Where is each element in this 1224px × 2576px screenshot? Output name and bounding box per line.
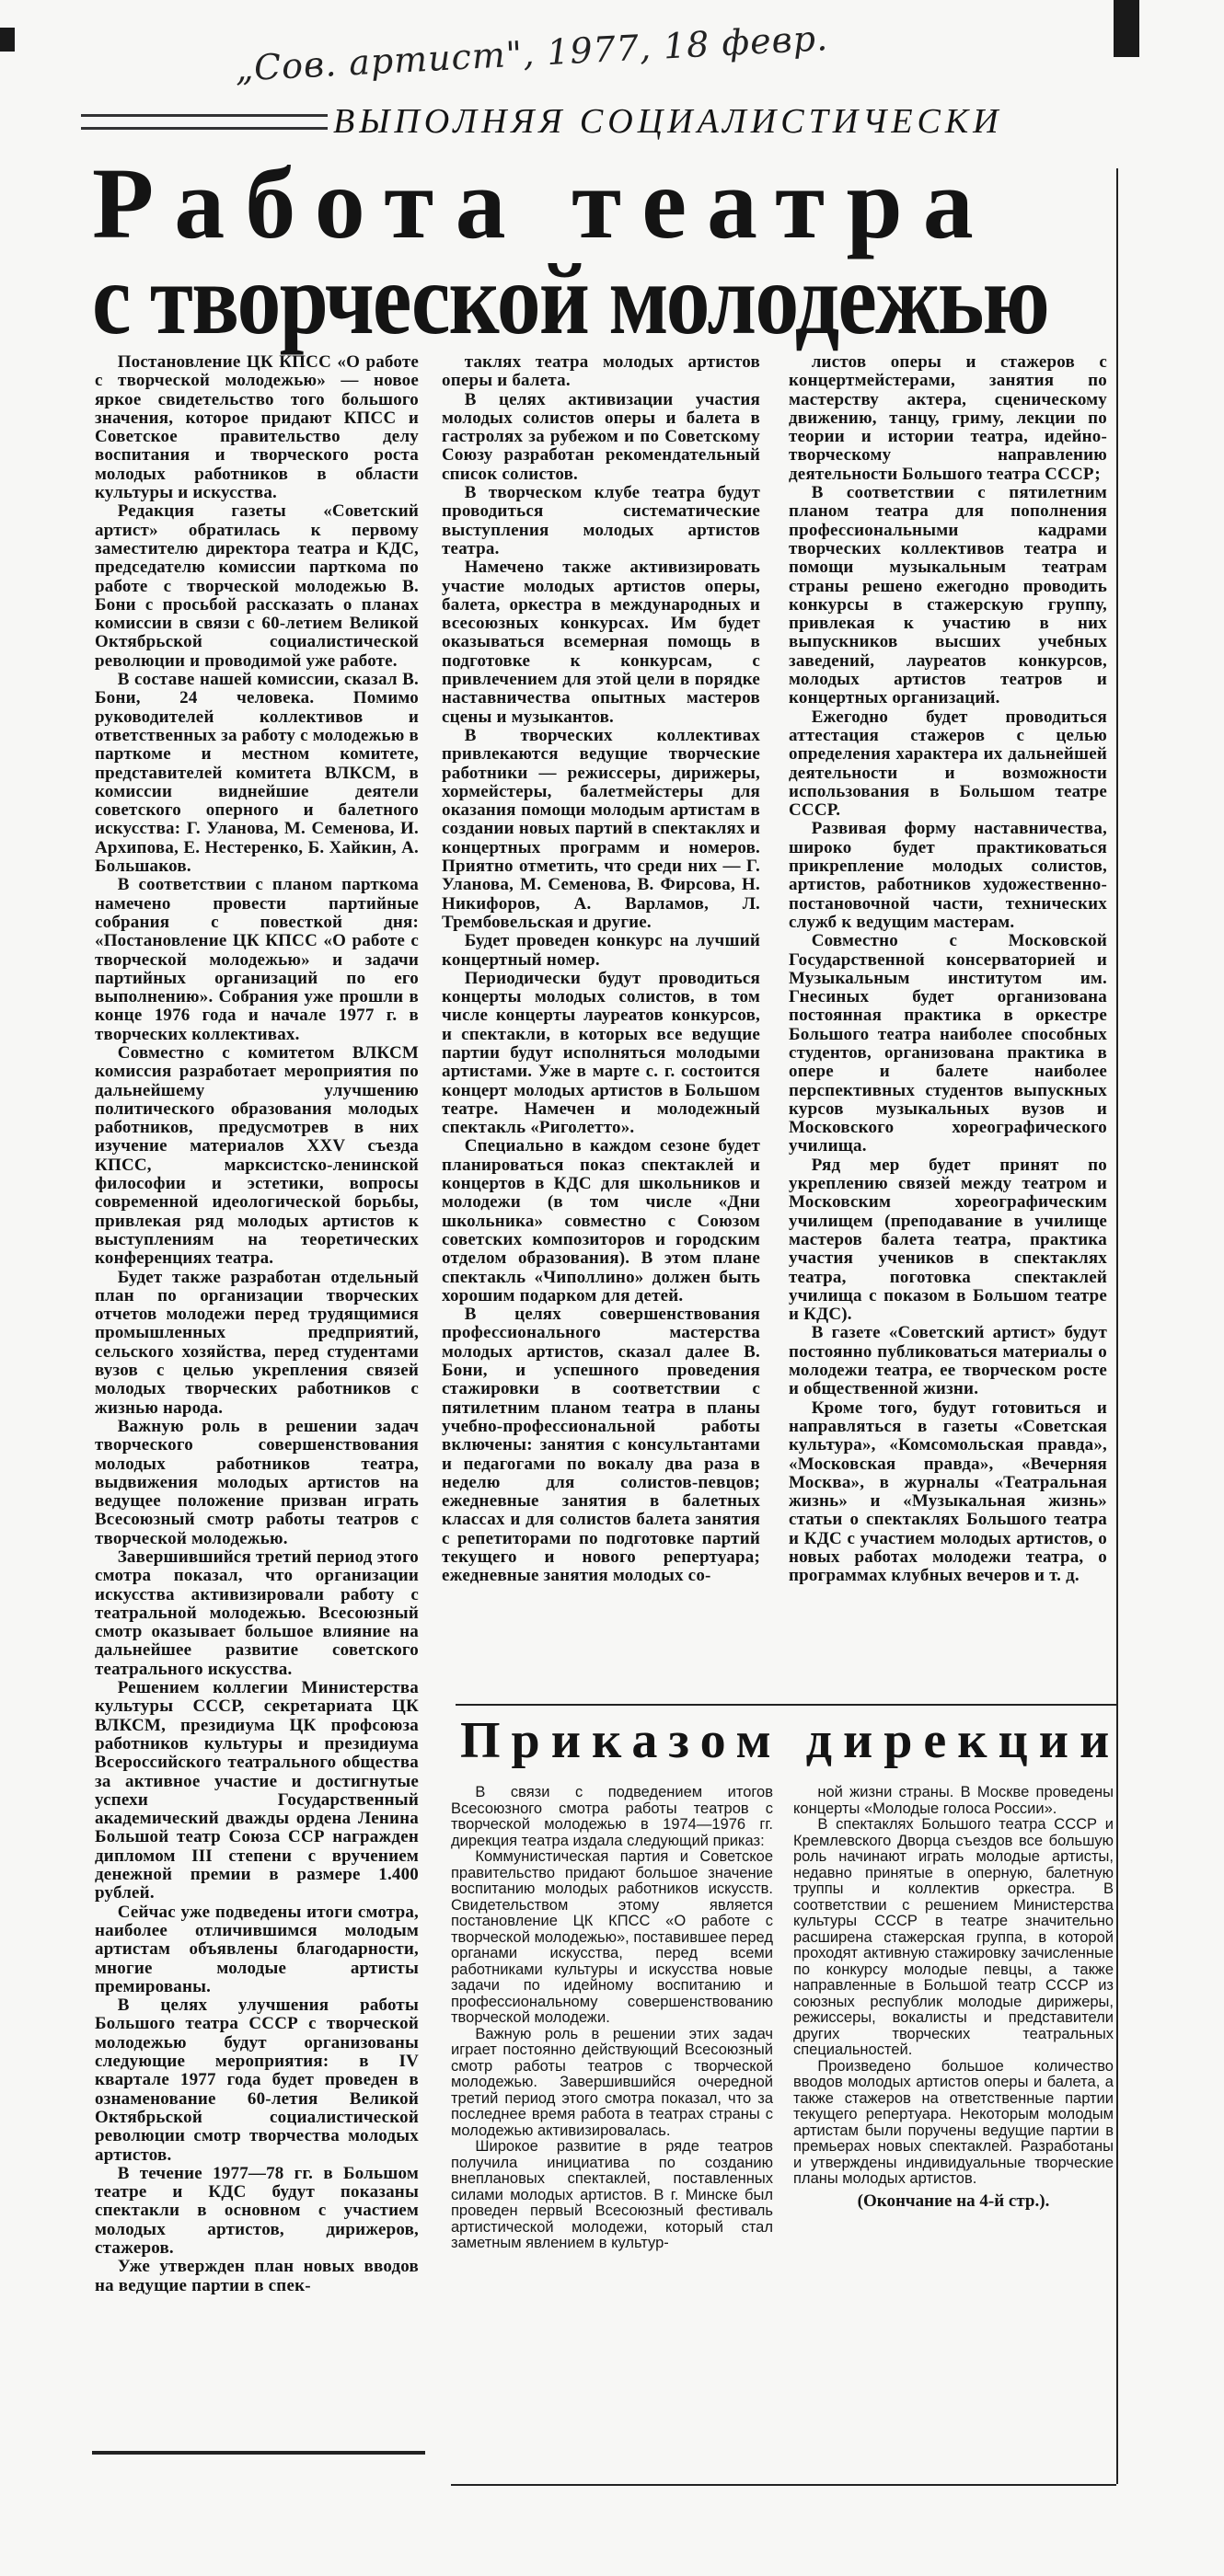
- paragraph: Ежегодно будет проводиться аттестация стажеров с целью определения характера их дальнейшей деятельности и возможности использования в Большом театре СССР.: [789, 707, 1107, 821]
- paragraph: Будет также разработан отдельный план по организации творческих отчетов молодежи перед трудящимися промышленных предприятий, сельского хозяйства, перед студентами вузов с целью укрепления связей молодых творческих работников с жизнью народа.: [95, 1267, 419, 1418]
- kicker-rule-bottom: [81, 127, 328, 130]
- scan-margin-mark-left: [0, 28, 15, 52]
- paragraph: Специально в каждом сезоне будет планироваться показ спектаклей и концертов в КДС для школьников и молодежи (в том числе «Дни школьника» совместно с Союзом советских композиторов и городским отделом образования). В этом плане спектакль «Чиполлино» должен быть хорошим подарком для детей.: [442, 1136, 760, 1305]
- paragraph: Будет проведен конкурс на лучший концертный номер.: [442, 931, 760, 970]
- headline-line-1: Работа театра: [92, 147, 994, 259]
- continued-on-page-note: (Окончание на 4-й стр.).: [857, 2191, 1050, 2211]
- column-1-end-rule: [92, 2451, 425, 2455]
- paragraph: Завершившийся третий период этого смотра показал, что организации искусства активизировали работу с театральной молодежью. Всесоюзный смотр оказывает большое влияние на дальнейшее развитие советского театрального искусства.: [95, 1547, 419, 1679]
- paragraph: В творческих коллективах привлекаются ведущие творческие работники — режиссеры, дирижеры, хормейстеры, балетмейстеры для оказания помощи молодым артистам в создании новых партий в спектаклях и концертных программ и номеров. Приятно отметить, что среди них — Г. Уланова, М. Семенова, В. Фирсова, Н. Никифоров, А. Варламов, Л. Трембовельская и другие.: [442, 725, 760, 932]
- paragraph: В составе нашей комиссии, сказал В. Бони, 24 человека. Помимо руководителей коллективов и ответственных за работу с молодежью в парткоме и местном комитете, представителей комитета ВЛКСМ, в комиссии виднейшие деятели советского оперного и балетного искусства: Г. Уланова, М. Семенова, И. Архипова, Е. Нестеренко, Б. Хайкин, А. Большаков.: [95, 670, 419, 877]
- paragraph: В целях улучшения работы Большого театра СССР с творческой молодежью будут организованы следующие мероприятия: в IV квартале 1977 года будет проведен в ознаменование 60-летия Великой Октябрьской социалистической революции смотр творчества молодых артистов.: [95, 1995, 420, 2165]
- paragraph: Развивая форму наставничества, широко будет практиковаться прикрепление молодых солистов, артистов, работников художественно-постановочной части, технических служб к ведущим мастерам.: [789, 819, 1107, 932]
- paragraph: Коммунистическая партия и Советское правительство придают большое значение воспитанию молодых работников искусств. Свидетельством этому является постановление ЦК КПСС «О работе с творческой молодежью», поставившее перед органами искусства, перед всеми работниками культуры и искусства новые задачи по идейному воспитанию и профессиональному совершенствованию творческой молодежи.: [451, 1848, 773, 2026]
- paragraph: Сейчас уже подведены итоги смотра, наиболее отличившимся молодым артистам объявлены благодарности, многие молодые артисты премированы.: [95, 1902, 419, 1996]
- paragraph: В целях активизации участия молодых солистов оперы и балета в гастролях за рубежом и по Советскому Союзу разработан рекомендательный список солистов.: [442, 389, 760, 484]
- paragraph: Решением коллегии Министерства культуры СССР, секретариата ЦК ВЛКСМ, президиума ЦК профсоюза работников культуры и президиума Всероссийского театрального общества за активное участие и достигнутые успехи Государственный академический дважды ордена Ленина Большой театр Союза ССР награжден дипломом III степени с вручением денежной премии в размере 1.400 рублей.: [95, 1678, 419, 1903]
- paragraph: Совместно с Московской Государственной консерваторией и Музыкальным институтом им. Гнесиных будет организована постоянная практика в оркестре Большого театра наиболее способных студентов, организована практика в опере и балете наиболее перспективных студентов выпускных курсов музыкальных вузов и Московского хореографического училища.: [789, 931, 1107, 1156]
- order-section-heading: Приказом дирекции: [460, 1712, 1121, 1769]
- rubric-kicker: ВЫПОЛНЯЯ СОЦИАЛИСТИЧЕСКИ: [333, 102, 1003, 141]
- paragraph: В соответствии с пятилетним планом театра для пополнения профессиональными кадрами творческих коллективов театра и помощи музыкальным театрам страны решено ежегодно проводить конкурсы в стажерскую группу, привлекая к участию в них выпускников высших учебных заведений, лауреатов конкурсов, молодых артистов театров и концертных организаций.: [789, 483, 1107, 708]
- paragraph: В газете «Советский артист» будут постоянно публиковаться материалы о молодежи театра, ее творческом росте и общественной жизни.: [789, 1323, 1107, 1399]
- paragraph: Намечено также активизировать участие молодых артистов оперы, балета, оркестра в международных и всесоюзных конкурсах. Им будет оказываться всемерная помощь в подготовке к конкурсам, с привлечением для этой цели в порядке наставничества опытных мастеров сцены и музыкантов.: [442, 558, 760, 727]
- article-column-3: [789, 353, 1107, 1586]
- paragraph: Кроме того, будут готовиться и направляться в газеты «Советская культура», «Комсомольская правда», «Московская правда», «Вечерняя Москва», в журналы «Театральная жизнь» и «Музыкальная жизнь» статьи о спектаклях Большого театра и КДС с участием молодых артистов, о новых работах молодежи театра, о программах клубных вечеров и т. д.: [789, 1397, 1107, 1586]
- paragraph: Постановление ЦК КПСС «О работе с творческой молодежью» — новое яркое свидетельство того большого значения, которое придают КПСС и Советское правительство делу воспитания и творческого роста молодых работников в области культуры и искусства.: [95, 352, 419, 503]
- paragraph: Редакция газеты «Советский артист» обратилась к первому заместителю директора театра и КДС, председателю комиссии парткома по работе с творческой молодежью В. Бони с просьбой рассказать о планах комиссии в связи с 60-летием Великой Октябрьской социалистической революции и проводимой уже работе.: [95, 501, 419, 671]
- article-column-2: [442, 353, 760, 1586]
- order-section-top-rule: [456, 1704, 1116, 1706]
- paragraph: Уже утвержден план новых вводов на ведущие партии в спек-: [95, 2257, 419, 2295]
- paragraph: В целях совершенствования профессионального мастерства молодых артистов, сказал далее В. Бони, и успешного проведения стажировки в соответствии с пятилетним планом театра в планы учебно-профессиональной работы включены: занятия с консультантами и педагогами по вокалу два раза в неделю для солистов-певцов; ежедневные занятия в балетных классах и для солистов балета занятия с репетиторами по подготовке партий текущего и нового репертуара; ежедневные занятия молодых со-: [442, 1305, 760, 1586]
- kicker-rule-top: [81, 114, 328, 117]
- paragraph: В соответствии с планом парткома намечено провести партийные собрания с повесткой дня: «Постановление ЦК КПСС «О работе с творческой молодежью» и задачи партийных организаций по его выполнению». Собрания уже прошли в конце 1976 года и начале 1977 г. в творческих коллективах.: [95, 875, 419, 1044]
- paragraph: В связи с подведением итогов Всесоюзного смотра работы театров с творческой молодежью в 1974—1976 гг. дирекция театра издала следующий приказ:: [451, 1784, 773, 1849]
- paragraph: Ряд мер будет принят по укреплению связей между театром и Московским хореографическим училищем (преподавание в училище мастеров балета театра, практика участия учеников в спектаклях театра, поготовка спектаклей училища с показом в Большом театре и КДС).: [789, 1155, 1107, 1325]
- order-column-b: [793, 1785, 1114, 2212]
- handwritten-source-note: „Сов. артист", 1977, 18 февр.: [234, 17, 830, 89]
- paragraph: Важную роль в решении задач творческого совершенствования молодых работников театра, выдвижения молодых артистов на ведущее положение призван играть Всесоюзный смотр работы театров с творческой молодежью.: [95, 1416, 419, 1548]
- paragraph: ной жизни страны. В Москве проведены концерты «Молодые голоса России».: [793, 1784, 1114, 1817]
- right-column-rule: [1116, 168, 1118, 2484]
- paragraph: Периодически будут проводиться концерты молодых солистов, в том числе концерты лауреатов конкурсов, и спектакли, в которых все ведущие партии будут исполняться молодыми артистами. Уже в марте с. г. состоится концерт молодых артистов в Большом театре. Намечен и молодежный спектакль «Риголетто».: [442, 968, 760, 1138]
- paragraph: Совместно с комитетом ВЛКСМ комиссия разработает мероприятия по дальнейшему улучшению политического образования молодых работников, предусмотрев в них изучение материалов XXV съезда КПСС, марксистско-ленинской философии и эстетики, вопросы современной идеологической борьбы, привлекая ряд молодых артистов к выступлениям на теоретических конференциях театра.: [95, 1042, 419, 1269]
- article-column-1: [95, 353, 419, 2295]
- paragraph: Произведено большое количество вводов молодых артистов оперы и балета, а также стажеров на ответственные партии текущего репертуара. Некоторым молодым артистам были поручены ведущие партии в премьерах новых спектаклей. Разработаны и утверждены индивидуальные творческие планы молодых артистов.: [793, 2057, 1114, 2187]
- paragraph: листов оперы и стажеров с концертмейстерами, занятия по мастерству актера, сценическому движению, танцу, гриму, лекции по теории и истории театра, идейно-творческому направлению деятельности Большого театра СССР;: [789, 352, 1107, 484]
- paragraph: таклях театра молодых артистов оперы и балета.: [442, 352, 760, 391]
- paragraph: Широкое развитие в ряде театров получила инициатива по созданию внеплановых спектаклей, поставленных силами молодых артистов. В г. Минске был проведен первый Всесоюзный фестиваль артистической молодежи, который стал заметным явлением в культур-: [451, 2138, 773, 2251]
- paragraph: В спектаклях Большого театра СССР и Кремлевского Дворца съездов все большую роль начинают играть молодые артисты, недавно принятые в оперную, балетную труппы и коллектив оркестра. В соответствии с решением Министерства культуры СССР в театре значительно расширена стажерская группа, в которой проходят активную стажировку зачисленные по конкурсу молодые певцы, а также направленные в Большой театр СССР из союзных республик молодые дирижеры, режиссеры, вокалисты и представители других творческих театральных специальностей.: [793, 1816, 1114, 2058]
- order-column-a: [451, 1785, 773, 2252]
- paragraph: Важную роль в решении этих задач играет постоянно действующий Всесоюзный смотр работы театров с творческой молодежью. Завершившийся очередной третий период этого смотра показал, что за последнее время работа в театрах страны с молодежью активизировалась.: [451, 2025, 773, 2139]
- paragraph: В течение 1977—78 гг. в Большом театре и КДС будут показаны спектакли в основном с участием молодых артистов, дирижеров, стажеров.: [95, 2163, 419, 2258]
- order-section-bottom-rule: [451, 2484, 1116, 2486]
- paragraph: В творческом клубе театра будут проводиться систематические выступления молодых артистов театра.: [442, 483, 760, 558]
- headline-line-2: с творческой молодежью: [92, 243, 1049, 355]
- scan-margin-mark-right: [1114, 0, 1139, 57]
